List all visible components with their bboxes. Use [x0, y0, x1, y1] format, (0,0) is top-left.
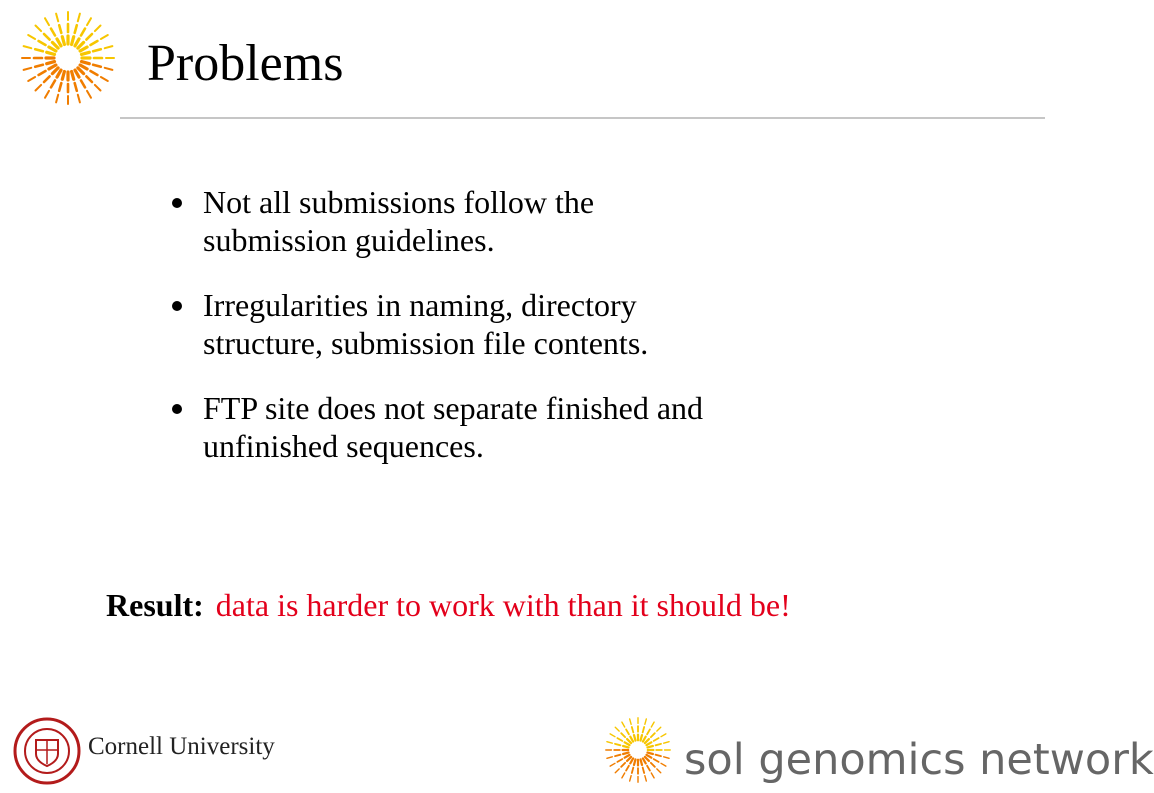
bullet-line: Irregularities in naming, directory [203, 287, 637, 323]
title-divider [120, 117, 1045, 119]
result-text: data is harder to work with than it should be! [215, 587, 791, 623]
sun-ray [81, 29, 85, 36]
sun-ray [654, 759, 659, 762]
sun-ray [610, 734, 615, 737]
sun-logo-icon [8, 8, 128, 108]
sun-ray [625, 742, 630, 745]
sun-ray [661, 763, 666, 766]
sun-ray [101, 77, 108, 81]
bullet-line: FTP site does not separate finished and [203, 390, 704, 426]
result-statement [106, 585, 791, 625]
sun-ray [632, 768, 633, 773]
sun-ray [651, 722, 654, 727]
sun-ray [28, 77, 35, 81]
sun-ray [627, 757, 631, 761]
result-label: Result: [106, 587, 204, 623]
sun-ray [78, 95, 80, 103]
sun-ray [51, 29, 55, 36]
sun-ray [101, 35, 108, 39]
bullet-line: structure, submission file contents. [203, 325, 649, 361]
sun-ray [28, 35, 35, 39]
sun-ray [646, 742, 651, 745]
sun-ray [75, 25, 77, 33]
sun-ray [643, 758, 646, 763]
sun-ray [45, 18, 49, 25]
sun-ray [35, 65, 43, 67]
sun-ray [75, 70, 79, 77]
sun-ray [91, 41, 98, 45]
sun-ray [622, 722, 625, 727]
sun-ray [80, 47, 87, 51]
bullet-dot-icon [172, 198, 182, 208]
sun-ray [621, 763, 625, 767]
sun-ray [615, 727, 619, 731]
sun-ray [81, 81, 85, 88]
sun-ray [615, 769, 619, 773]
sun-ray [75, 83, 77, 91]
sun-ray [647, 753, 652, 754]
sun-ray [52, 42, 58, 48]
sun-ray [36, 85, 42, 91]
sun-ray [664, 757, 669, 758]
sun-ray [105, 68, 113, 70]
sun-ray [87, 91, 91, 98]
sun-ray [647, 746, 652, 747]
sun-ray [78, 68, 84, 74]
sun-ray [49, 47, 56, 51]
sun-ray [57, 39, 61, 46]
sun-ray [657, 727, 661, 731]
sun-ray [24, 68, 32, 70]
sun-ray [93, 49, 101, 51]
sun-ray [630, 737, 633, 742]
sun-ray [646, 755, 651, 758]
sun-ray [656, 744, 661, 745]
sun-ray [622, 773, 625, 778]
sun-ray [634, 735, 635, 740]
bullet-list [170, 183, 890, 492]
slide-title: Problems [147, 35, 344, 92]
sun-ray [621, 733, 625, 737]
sun-ray [627, 739, 631, 743]
sun-ray [634, 759, 635, 764]
sun-ray [51, 81, 55, 88]
sun-ray [78, 42, 84, 48]
sgn-wordmark: sol genomics network [684, 735, 1154, 785]
sun-ray [664, 742, 669, 743]
sun-ray [72, 72, 74, 80]
sun-ray [643, 727, 644, 732]
sun-ray [91, 71, 98, 75]
sun-ray [641, 735, 642, 740]
sun-ray [57, 70, 61, 77]
sun-ray [36, 26, 42, 32]
bullet-item [170, 183, 890, 259]
sun-ray [630, 776, 631, 781]
sun-ray [617, 738, 622, 741]
sun-ray [82, 62, 90, 64]
sun-ray [661, 734, 666, 737]
sun-ray [615, 744, 620, 745]
sun-ray [626, 729, 629, 734]
sun-ray [87, 18, 91, 25]
sun-ray [651, 773, 654, 778]
sun-ray [651, 763, 655, 767]
sun-ray [623, 746, 628, 747]
sun-ray [56, 95, 58, 103]
cornell-seal-icon [12, 716, 82, 786]
sun-ray [607, 742, 612, 743]
sun-ray [643, 737, 646, 742]
sun-ray [72, 37, 74, 45]
sun-ray [56, 14, 58, 22]
sun-ray [630, 719, 631, 724]
sun-ray [656, 755, 661, 756]
sun-ray [632, 727, 633, 732]
sun-ray [626, 766, 629, 771]
sun-ray [95, 26, 101, 32]
sun-ray [625, 755, 630, 758]
sun-ray [39, 71, 46, 75]
cornell-wordmark: Cornell University [88, 733, 275, 760]
sun-ray [105, 46, 113, 48]
sun-ray [52, 68, 58, 74]
sun-ray [75, 39, 79, 46]
sun-ray [47, 52, 55, 54]
sun-ray [651, 733, 655, 737]
sun-ray [62, 72, 64, 80]
sun-ray [657, 769, 661, 773]
sun-ray [86, 34, 92, 40]
sun-ray [93, 65, 101, 67]
sun-ray [47, 62, 55, 64]
sun-ray [44, 76, 50, 82]
sun-ray [647, 766, 650, 771]
sgn-sun-logo-icon [596, 712, 680, 788]
bullet-line: unfinished sequences. [203, 428, 484, 464]
bullet-line: Not all submissions follow the [203, 184, 595, 220]
sun-ray [95, 85, 101, 91]
bullet-item [170, 389, 890, 465]
sun-ray [645, 739, 649, 743]
sun-ray [35, 49, 43, 51]
bullet-item [170, 286, 890, 362]
sun-ray [78, 14, 80, 22]
sun-ray [645, 757, 649, 761]
sun-ray [59, 25, 61, 33]
sun-ray [610, 763, 615, 766]
sun-ray [647, 729, 650, 734]
sun-ray [623, 753, 628, 754]
sun-ray [86, 76, 92, 82]
sun-ray [45, 91, 49, 98]
sun-ray [62, 37, 64, 45]
sun-ray [630, 758, 633, 763]
sun-ray [44, 34, 50, 40]
sun-ray [607, 757, 612, 758]
sun-ray [615, 755, 620, 756]
sun-ray [59, 83, 61, 91]
sun-ray [641, 759, 642, 764]
sun-ray [645, 776, 646, 781]
sun-ray [617, 759, 622, 762]
bullet-line: submission guidelines. [203, 222, 495, 258]
sun-ray [654, 738, 659, 741]
sun-ray [80, 65, 87, 69]
bullet-dot-icon [172, 404, 182, 414]
sun-ray [82, 52, 90, 54]
sun-ray [24, 46, 32, 48]
sun-ray [49, 65, 56, 69]
sun-ray [645, 719, 646, 724]
bullet-dot-icon [172, 301, 182, 311]
sun-ray [643, 768, 644, 773]
sun-ray [39, 41, 46, 45]
